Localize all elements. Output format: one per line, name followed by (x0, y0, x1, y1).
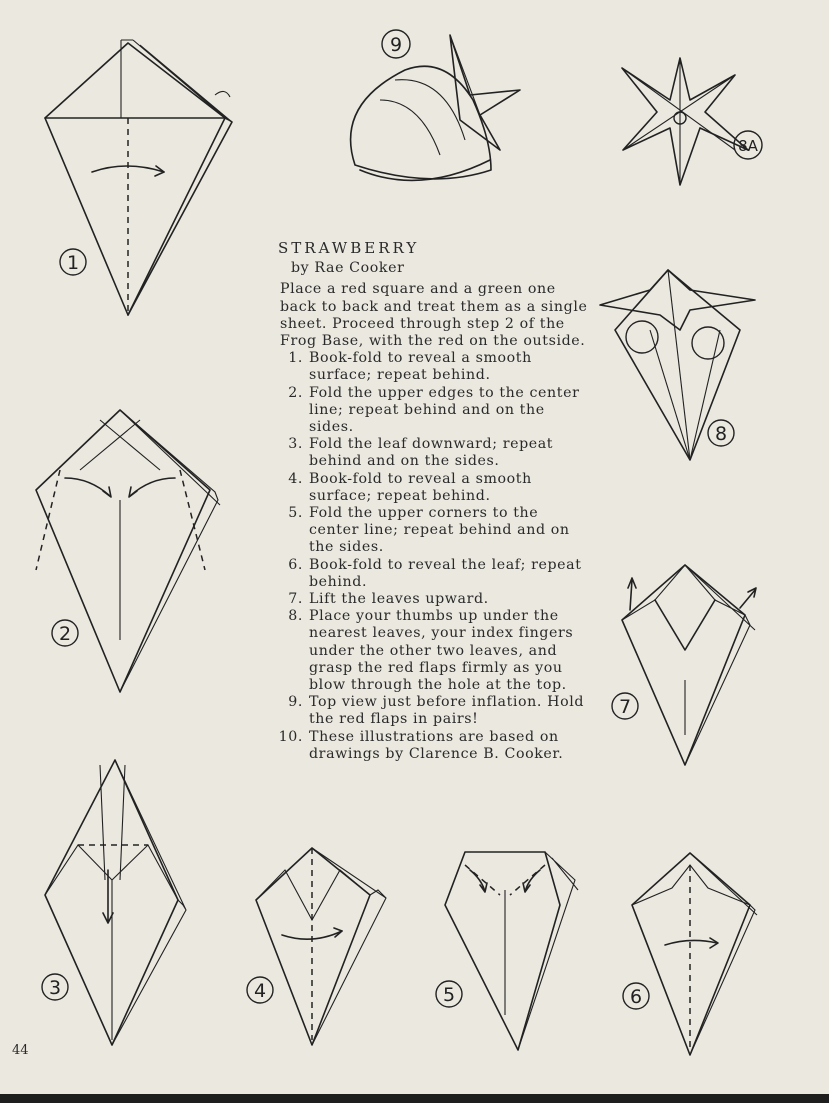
step-text: These illustrations are based on drawings by Clarence B. Cooker. (309, 728, 564, 762)
diagram-8 (600, 270, 755, 460)
diagram-9 (351, 30, 520, 180)
step-number: 7. (288, 591, 303, 608)
diagram-3-label: 3 (48, 977, 62, 999)
step-item (270, 471, 590, 505)
scan-edge (0, 1094, 829, 1103)
diagram-4-label: 4 (253, 980, 267, 1002)
step-item (270, 436, 590, 470)
step-number: 9. (288, 694, 303, 711)
step-item (270, 350, 590, 384)
step-number: 4. (288, 470, 303, 487)
step-number: 3. (288, 436, 303, 453)
diagram-5 (436, 852, 578, 1050)
step-item (270, 608, 590, 694)
step-text: Book-fold to reveal a smooth surface; repeat behind. (309, 470, 532, 504)
step-item (270, 385, 590, 437)
step-text: Book-fold to reveal the leaf; repeat behind. (309, 556, 582, 590)
diagram-3 (42, 760, 186, 1045)
diagram-7 (612, 565, 756, 765)
page-title: STRAWBERRY (278, 239, 420, 257)
steps-list (270, 350, 590, 763)
instructions (270, 240, 590, 763)
diagram-2-label: 2 (58, 623, 72, 645)
intro-paragraph: Place a red square and a green one back to back and treat them as a single sheet. Proceed through step 2 of the Frog Base, with the red on the outside. (280, 281, 588, 350)
step-text: Fold the upper corners to the center line; repeat behind and on the sides. (309, 505, 570, 556)
diagram-4 (247, 848, 386, 1045)
step-item (270, 557, 590, 591)
step-item (270, 505, 590, 557)
diagram-6 (623, 853, 757, 1055)
page-number: 44 (12, 1043, 29, 1058)
diagram-8a-label: 8A (738, 137, 758, 155)
diagram-1 (45, 40, 232, 315)
byline: by Rae Cooker (291, 260, 405, 277)
diagram-9-label: 9 (389, 34, 403, 56)
step-text: Top view just before inflation. Hold the red flaps in pairs! (309, 694, 585, 728)
diagram-6-label: 6 (629, 986, 643, 1008)
step-number: 10. (278, 728, 303, 745)
diagram-5-label: 5 (442, 984, 456, 1006)
step-item (270, 729, 590, 763)
diagram-8a (622, 58, 762, 185)
step-text: Fold the upper edges to the center line; repeat behind and on the sides. (309, 384, 580, 436)
step-text: Place your thumbs up under the nearest leaves, your index fingers under the other two leaves, and grasp the red flaps firmly as you blow through the hole at the top. (309, 608, 574, 694)
step-number: 2. (288, 384, 303, 401)
step-item (270, 694, 590, 728)
step-text: Fold the leaf downward; repeat behind and on the sides. (309, 436, 554, 470)
step-text: Book-fold to reveal a smooth surface; repeat behind. (309, 350, 532, 384)
step-number: 1. (288, 350, 303, 367)
step-number: 5. (288, 505, 303, 522)
diagram-8-label: 8 (714, 423, 728, 445)
diagram-2 (36, 410, 220, 692)
step-text: Lift the leaves upward. (309, 591, 489, 608)
diagram-7-label: 7 (618, 696, 632, 718)
diagram-1-label: 1 (66, 252, 80, 274)
step-number: 6. (288, 556, 303, 573)
step-item (270, 591, 590, 608)
step-number: 8. (288, 608, 303, 625)
